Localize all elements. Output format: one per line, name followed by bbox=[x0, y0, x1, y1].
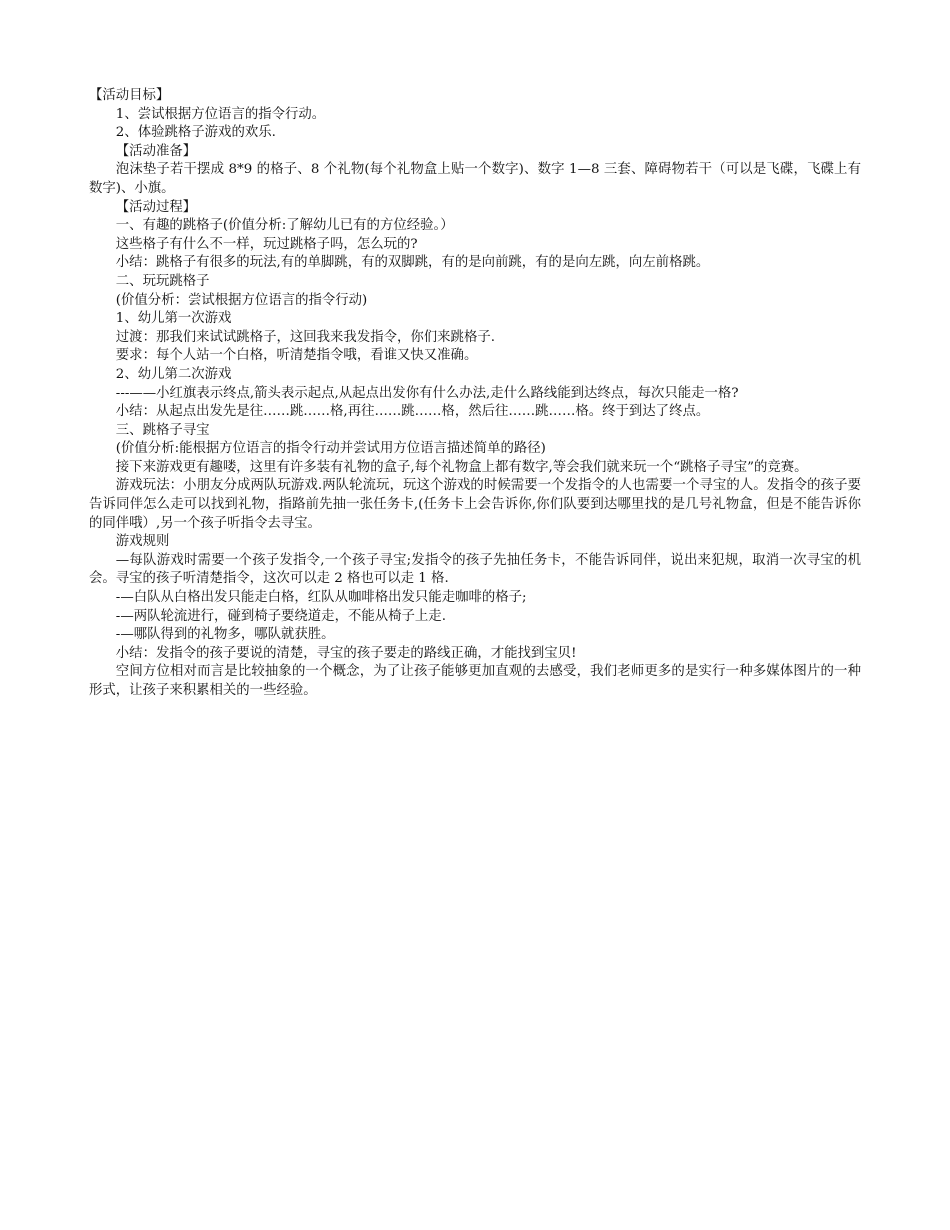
paragraph-19: (价值分析:能根据方位语言的指令行动并尝试用方位语言描述简单的路径) bbox=[115, 441, 546, 457]
paragraph-15: 2、幼儿第二次游戏 bbox=[115, 366, 232, 382]
paragraph-3: 2、体验跳格子游戏的欢乐. bbox=[115, 125, 276, 141]
paragraph-11: (价值分析：尝试根据方位语言的指令行动) bbox=[115, 292, 368, 308]
paragraph-27: 小结：发指令的孩子要说的清楚，寻宝的孩子要走的路线正确，才能找到宝贝! bbox=[115, 645, 577, 661]
paragraph-17: 小结：从起点出发先是往……跳……格,再往……跳……格，然后往……跳……格。终于到达了终点。 bbox=[115, 404, 710, 420]
paragraph-22: 游戏规则 bbox=[115, 534, 170, 550]
paragraph-6: 【活动过程】 bbox=[115, 199, 197, 215]
paragraph-25: -—两队轮流进行，碰到椅子要绕道走，不能从椅子上走. bbox=[115, 608, 446, 624]
paragraph-16: ---——小红旗表示终点,箭头表示起点,从起点出发你有什么办法,走什么路线能到达终点，每次只能走一格? bbox=[115, 385, 739, 401]
paragraph-28: 空间方位相对而言是比较抽象的一个概念，为了让孩子能够更加直观的去感受，我们老师更多的是实行一种多媒体图片的一种形式，让孩子来积累相关的一些经验。 bbox=[89, 664, 861, 698]
paragraph-8: 这些格子有什么不一样，玩过跳格子吗，怎么玩的? bbox=[115, 236, 418, 252]
paragraph-20: 接下来游戏更有趣喽，这里有许多装有礼物的盒子,每个礼物盒上都有数字,等会我们就来玩一个“跳格子寻宝”的竞赛。 bbox=[115, 459, 808, 475]
paragraph-7: 一、有趣的跳格子(价值分析:了解幼儿已有的方位经验。） bbox=[115, 218, 454, 234]
paragraph-9: 小结：跳格子有很多的玩法,有的单脚跳，有的双脚跳，有的是向前跳，有的是向左跳，向左前格跳。 bbox=[115, 255, 710, 271]
document-body bbox=[89, 87, 861, 701]
paragraph-23: —每队游戏时需要一个孩子发指令,一个孩子寻宝;发指令的孩子先抽任务卡，不能告诉同伴，说出来犯规，取消一次寻宝的机会。寻宝的孩子听清楚指令，这次可以走 2 格也可以走 1 格. bbox=[89, 552, 861, 587]
paragraph-26: -—哪队得到的礼物多，哪队就获胜。 bbox=[115, 627, 335, 643]
paragraph-1: 【活动目标】 bbox=[89, 88, 170, 103]
paragraph-14: 要求：每个人站一个白格，听清楚指令哦，看谁又快又准确。 bbox=[115, 348, 478, 364]
paragraph-5: 泡沫垫子若干摆成 8*9 的格子、8 个礼物(每个礼物盒上贴一个数字)、数字 1—8 三套、障碍物若干（可以是飞碟，飞碟上有数字)、小旗。 bbox=[89, 162, 861, 196]
paragraph-4: 【活动准备】 bbox=[115, 143, 197, 159]
paragraph-2: 1、尝试根据方位语言的指令行动。 bbox=[115, 106, 326, 122]
paragraph-21: 游戏玩法：小朋友分成两队玩游戏.两队轮流玩，玩这个游戏的时候需要一个发指令的人也需要一个寻宝的人。发指令的孩子要告诉同伴怎么走可以找到礼物，指路前先抽一张任务卡,(任务卡上会告诉你,你们队要到达哪里找的是几号礼物盒，但是不能告诉你的同伴哦）,另一个孩子听指令去寻宝。 bbox=[89, 478, 861, 531]
paragraph-12: 1、幼儿第一次游戏 bbox=[115, 311, 232, 327]
paragraph-18: 三、跳格子寻宝 bbox=[115, 422, 210, 438]
paragraph-24: -—白队从白格出发只能走白格，红队从咖啡格出发只能走咖啡的格子; bbox=[115, 590, 527, 606]
paragraph-10: 二、玩玩跳格子 bbox=[115, 273, 210, 289]
paragraph-13: 过渡：那我们来试试跳格子，这回我来我发指令，你们来跳格子. bbox=[115, 329, 495, 345]
